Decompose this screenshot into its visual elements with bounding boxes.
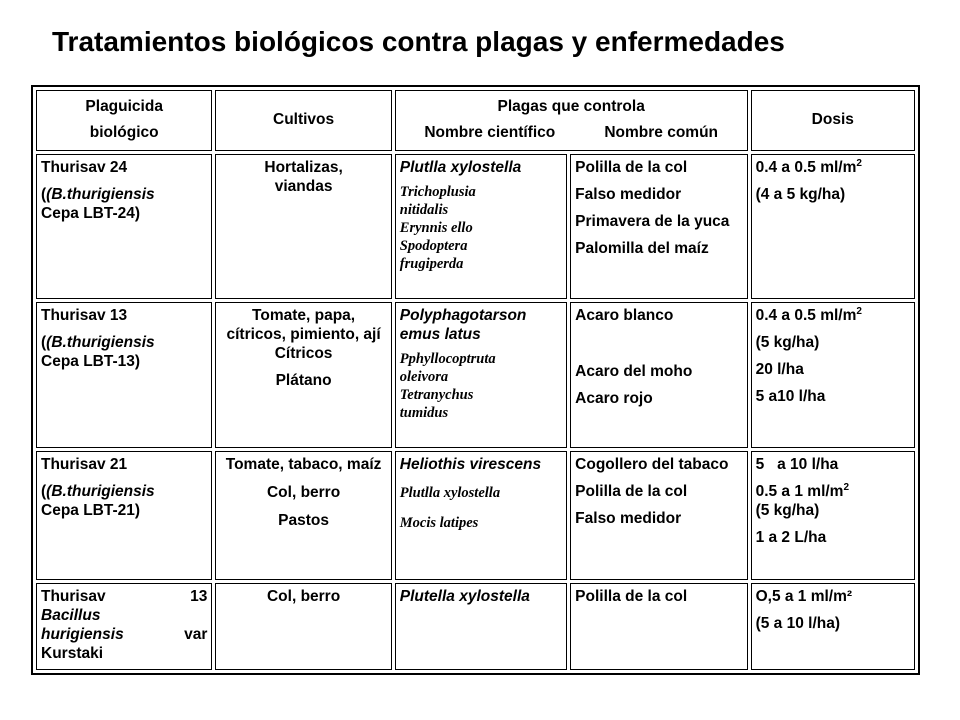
header-nombre-cientifico: Nombre científico <box>424 124 556 142</box>
cell-cientifico: Heliothis virescens Plutlla xylostella Mocis latipes <box>395 451 567 580</box>
cell-dosis: 5 a 10 l/ha 0.5 a 1 $ml/m^2$ (5 kg/ha) 1 a 2 L/ha <box>751 451 915 580</box>
cell-comun: Polilla de la col Falso medidor Primavera de la yuca Palomilla del maíz <box>570 154 747 299</box>
cell-cultivos: Tomate, tabaco, maíz Col, berro Pastos <box>215 451 391 580</box>
cell-plaguicida: Thurisav 13 Bacillus hurigiensis var Kurstaki <box>36 583 212 670</box>
cell-plaguicida: Thurisav 24 ((B.thurigiensis Cepa LBT-24) <box>36 154 212 299</box>
table-row <box>36 154 915 299</box>
cell-dosis: O,5 a 1 ml/m² (5 a 10 l/ha) <box>751 583 915 670</box>
cell-cientifico: Polyphagotarson emus latus Pphyllocoptruta oleivora Tetranychus tumidus <box>395 302 567 448</box>
cell-comun: Acaro blanco Acaro del moho Acaro rojo <box>570 302 747 448</box>
cell-plaguicida: Thurisav 13 ((B.thurigiensis Cepa LBT-13) <box>36 302 212 448</box>
table-row <box>36 451 915 580</box>
header-plaguicida: Plaguicida biológico <box>36 90 212 151</box>
cell-dosis: 0.4 a 0.5 $ml/m^2$ (4 a 5 kg/ha) <box>751 154 915 299</box>
cell-comun: Cogollero del tabaco Polilla de la col Falso medidor <box>570 451 747 580</box>
cell-cientifico: Plutlla xylostella Trichoplusia nitidalis Erynnis ello Spodoptera frugiperda <box>395 154 567 299</box>
table-row <box>36 583 915 670</box>
header-cultivos: Cultivos <box>215 90 391 151</box>
cell-comun: Polilla de la col <box>570 583 747 670</box>
page-title: Tratamientos biológicos contra plagas y enfermedades <box>52 26 785 57</box>
cell-cultivos: Col, berro <box>215 583 391 670</box>
cell-cultivos: Tomate, papa, cítricos, pimiento, ají Cítricos Plátano <box>215 302 391 448</box>
cell-plaguicida: Thurisav 21 ((B.thurigiensis Cepa LBT-21) <box>36 451 212 580</box>
table-header-row <box>36 90 915 151</box>
cell-dosis: 0.4 a 0.5 $ml/m^2$ (5 kg/ha) 20 l/ha 5 a10 l/ha <box>751 302 915 448</box>
header-dosis: Dosis <box>751 90 915 151</box>
cell-cultivos: Hortalizas, viandas <box>215 154 391 299</box>
header-plagas: Plagas que controla Nombre científico Nombre común <box>395 90 748 151</box>
header-nombre-comun: Nombre común <box>604 124 719 142</box>
cell-cientifico: Plutella xylostella <box>395 583 567 670</box>
treatments-table <box>31 85 920 675</box>
table-row <box>36 302 915 448</box>
